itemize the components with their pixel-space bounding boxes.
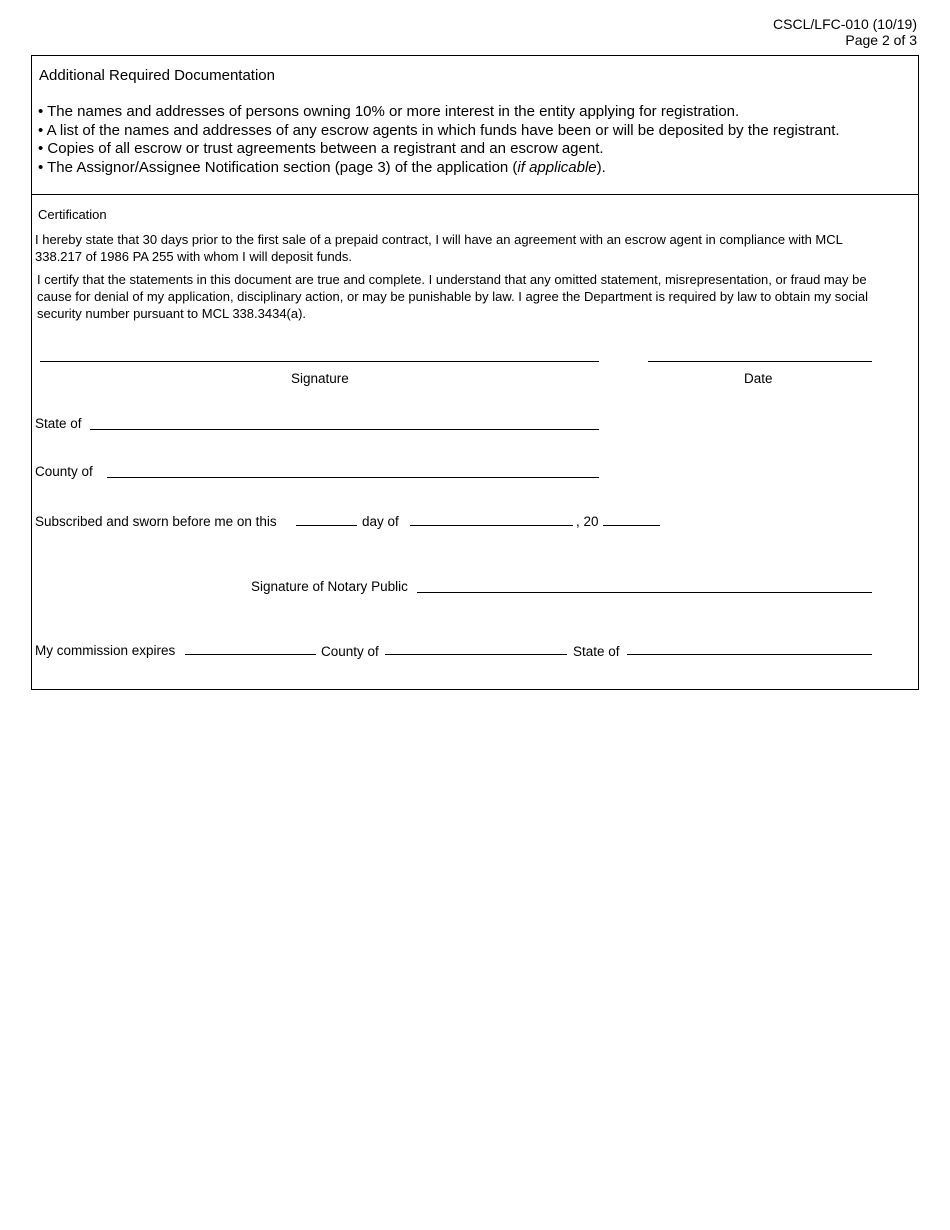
documentation-title: Additional Required Documentation: [39, 67, 275, 84]
documentation-list: [38, 103, 840, 177]
list-item: • Copies of all escrow or trust agreements between a registrant and an escrow agent.: [38, 140, 604, 158]
year-prefix-label: , 20: [576, 514, 599, 529]
list-item: • The names and addresses of persons owning 10% or more interest in the entity applying for registration.: [38, 103, 740, 120]
date-field[interactable]: [648, 361, 872, 362]
county-of-label: County of: [35, 464, 93, 479]
list-item: [38, 159, 840, 178]
certification-paragraph-escrow: I hereby state that 30 days prior to the first sale of a prepaid contract, I will have an agreement with an escrow agent in compliance with MCL 338.217 of 1986 PA 255 with whom I will deposit funds.: [35, 232, 843, 264]
commission-state-field[interactable]: [627, 654, 872, 655]
day-field[interactable]: [296, 525, 357, 526]
year-field[interactable]: [603, 525, 660, 526]
list-item-text-end: ).: [596, 158, 606, 176]
commission-state-label: State of: [573, 644, 620, 659]
commission-county-label: County of: [321, 644, 379, 659]
notary-signature-field[interactable]: [417, 592, 872, 593]
certification-paragraph-statement: I certify that the statements in this document are true and complete. I understand that any omitted statement, misrepresentation, or fraud may be cause for denial of my application, disciplinary action, or may be punishable by law. I agree the Department is required by law to obtain my social security number pursuant to MCL 338.3434(a).: [37, 272, 868, 321]
certification-section: [31, 193, 919, 690]
month-field[interactable]: [410, 525, 573, 526]
list-item-italic: if applicable: [517, 158, 597, 176]
notary-signature-label: Signature of Notary Public: [251, 579, 408, 594]
list-item-text: • The Assignor/Assignee Notification section (page 3) of the application (: [38, 158, 518, 176]
signature-field[interactable]: [40, 361, 599, 362]
page-number: Page 2 of 3: [845, 32, 917, 48]
date-label: Date: [744, 371, 773, 386]
documentation-section: [31, 55, 919, 195]
list-item: • A list of the names and addresses of any escrow agents in which funds have been or will be deposited by the registrant.: [38, 121, 840, 139]
certification-title: Certification: [38, 207, 107, 222]
day-of-label: day of: [362, 514, 399, 529]
commission-county-field[interactable]: [385, 654, 567, 655]
commission-expires-label: My commission expires: [35, 643, 176, 658]
commission-expires-field[interactable]: [185, 654, 316, 655]
subscribed-label: Subscribed and sworn before me on this: [35, 514, 277, 529]
state-of-label: State of: [35, 416, 82, 431]
state-of-field[interactable]: [90, 429, 599, 430]
signature-label: Signature: [291, 371, 349, 386]
form-header: [773, 16, 917, 48]
county-of-field[interactable]: [107, 477, 599, 478]
form-code: CSCL/LFC-010 (10/19): [773, 16, 917, 32]
